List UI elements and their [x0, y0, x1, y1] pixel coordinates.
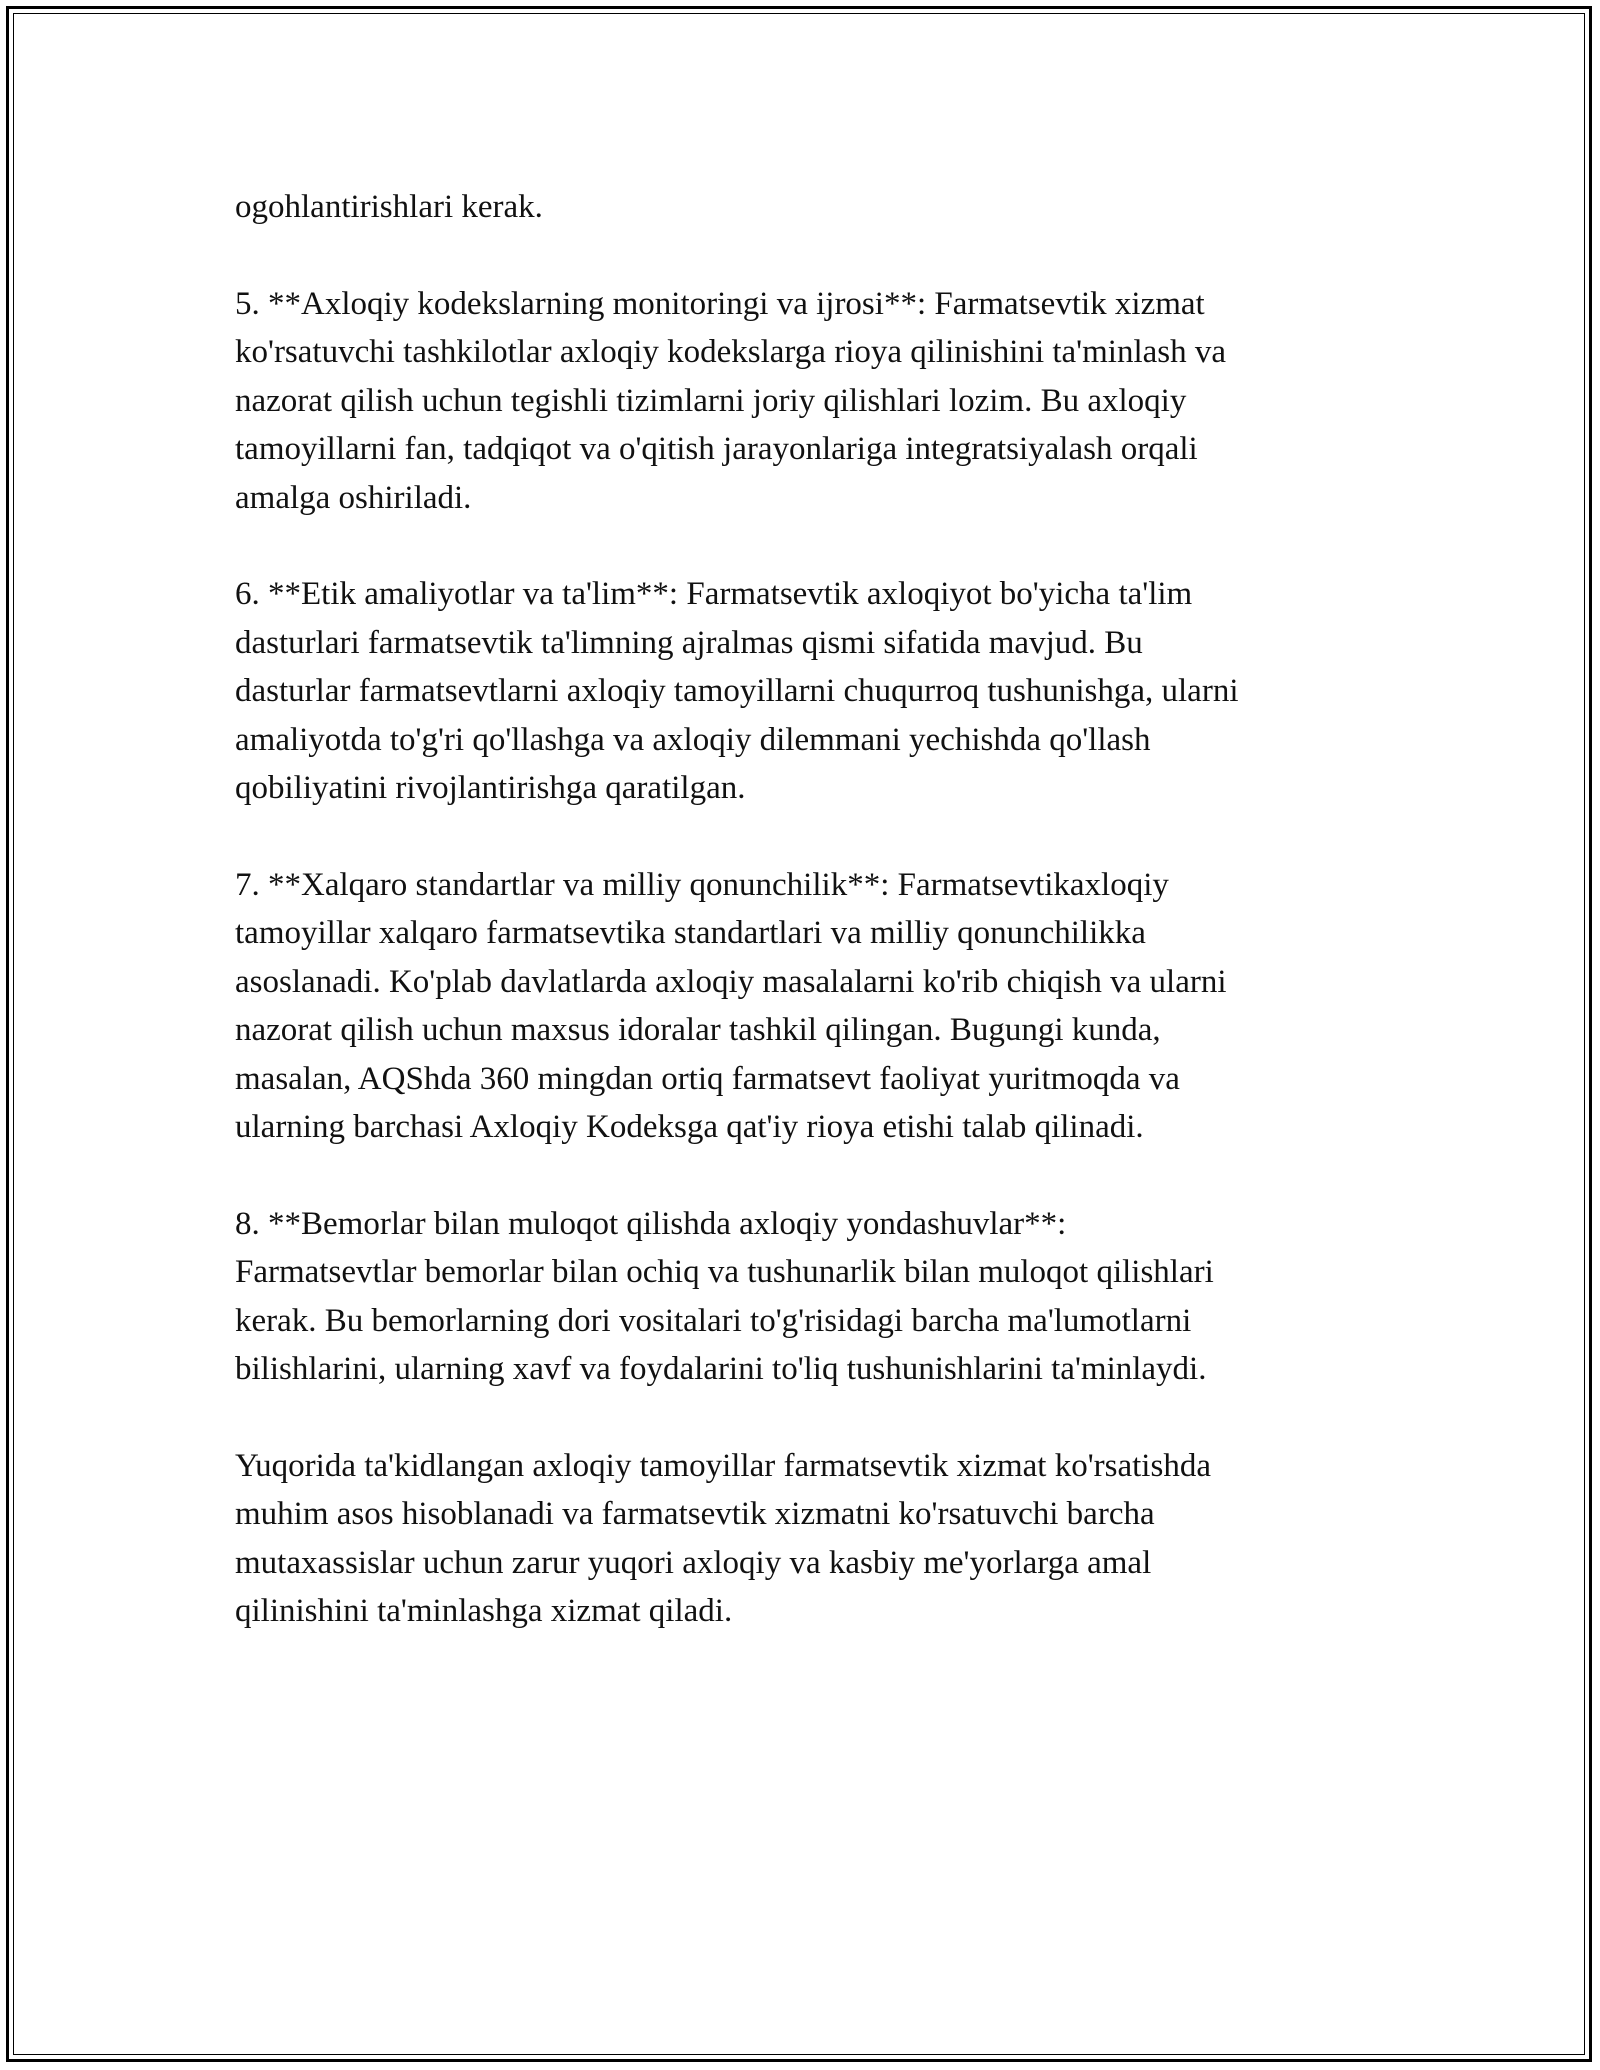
paragraph-item-8: 8. **Bemorlar bilan muloqot qilishda axloqiy yondashuvlar**: Farmatsevtlar bemorlar bilan ochiq va tushunarlik bilan muloqot qilishlari kerak. Bu bemorlarning dori vositalari to'g'risidagi barcha ma'lumotlarni bilishlarini, ularning xavf va foydalarini to'liq tushunishlarini ta'minlaydi. — [235, 1205, 1214, 1387]
paragraph-item-6: 6. **Etik amaliyotlar va ta'lim**: Farmatsevtik axloqiyot bo'yicha ta'lim dasturlari farmatsevtik ta'limning ajralmas qismi sifatida mavjud. Bu dasturlar farmatsevtlarni axloqiy tamoyillarni chuqurroq tushunishga, ularni amaliyotda to'g'ri qo'llashga va axloqiy dilemmani yechishda qo'llash qobiliyatini rivojlantirishga qaratilgan. — [235, 576, 1239, 806]
document-body — [235, 183, 1385, 1684]
paragraph-continuation: ogohlantirishlari kerak. — [235, 189, 543, 225]
paragraph-conclusion: Yuqorida ta'kidlangan axloqiy tamoyillar farmatsevtik xizmat ko'rsatishda muhim asos hisoblanadi va farmatsevtik xizmatni ko'rsatuvchi barcha mutaxassislar uchun zarur yuqori axloqiy va kasbiy me'yorlarga amal qilinishini ta'minlashga xizmat qiladi. — [235, 1447, 1211, 1629]
paragraph-item-7: 7. **Xalqaro standartlar va milliy qonunchilik**: Farmatsevtikaxloqiy tamoyillar xalqaro farmatsevtika standartlari va milliy qonunchilikka asoslanadi. Ko'plab davlatlarda axloqiy masalalarni ko'rib chiqish va ularni nazorat qilish uchun maxsus idoralar tashkil qilingan. Bugungi kunda, masalan, AQShda 360 mingdan ortiq farmatsevt faoliyat yuritmoqda va ularning barchasi Axloqiy Kodeksga qat'iy rioya etishi talab qilinadi. — [235, 866, 1227, 1145]
paragraph-item-5: 5. **Axloqiy kodekslarning monitoringi va ijrosi**: Farmatsevtik xizmat ko'rsatuvchi tashkilotlar axloqiy kodekslarga rioya qilinishini ta'minlash va nazorat qilish uchun tegishli tizimlarni joriy qilishlari lozim. Bu axloqiy tamoyillarni fan, tadqiqot va o'qitish jarayonlariga integratsiyalash orqali amalga oshiriladi. — [235, 285, 1227, 516]
